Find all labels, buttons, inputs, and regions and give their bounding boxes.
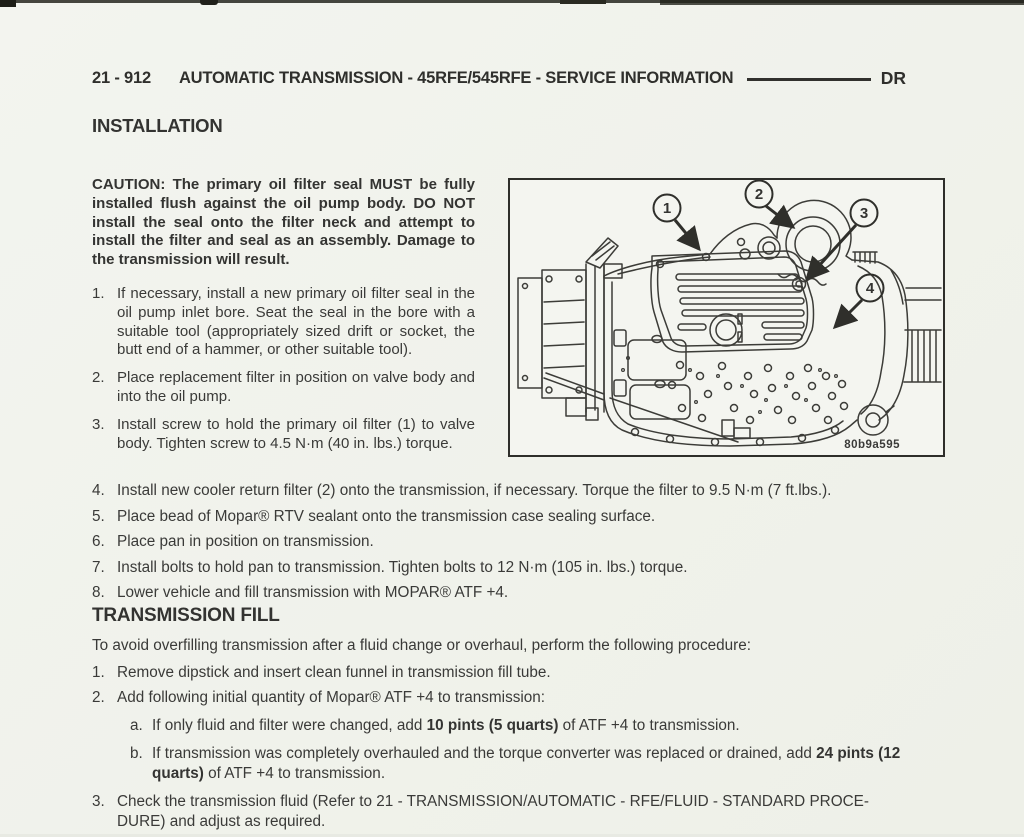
scan-artifact	[200, 0, 218, 5]
list-subitem	[130, 744, 914, 784]
text-segment: of ATF +4 to transmission.	[203, 765, 386, 782]
scan-artifact	[660, 0, 1024, 5]
list-number: 4.	[92, 482, 105, 499]
list-text: Place pan in position on transmission.	[117, 533, 374, 550]
bold-quantity: 24 pints (12 quarts)	[152, 745, 901, 782]
header-title: AUTOMATIC TRANSMISSION - 45RFE/545RFE - SERVICE INFORMATION	[178, 69, 734, 87]
list-text: Lower vehicle and fill transmission with MOPAR® ATF +4.	[117, 584, 509, 601]
figure-code: 80b9a595	[844, 439, 900, 451]
transmission-figure	[508, 178, 945, 457]
list-number: 8.	[92, 584, 105, 601]
list-text	[152, 717, 740, 734]
text-segment: If only fluid and filter were changed, add	[152, 717, 427, 734]
list-item	[92, 285, 475, 360]
page-number: 21 - 912	[92, 69, 151, 87]
text-segment: of ATF +4 to transmission.	[558, 717, 740, 734]
list-item	[92, 416, 475, 454]
fill-intro-paragraph: To avoid overfilling transmission after a fluid change or overhaul, perform the following procedure:	[92, 637, 751, 654]
transmission-fill-heading: TRANSMISSION FILL	[92, 605, 280, 626]
installation-left-column	[92, 176, 475, 462]
installation-heading: INSTALLATION	[92, 115, 223, 136]
list-text	[152, 745, 900, 782]
list-text: Place bead of Mopar® RTV sealant onto the transmission case sealing surface.	[117, 507, 656, 525]
list-number: 1.	[92, 284, 105, 302]
list-text: Remove dipstick and insert clean funnel in transmission fill tube.	[117, 664, 551, 681]
list-number: 5.	[92, 507, 105, 525]
list-text: Check the transmission fluid (Refer to 21 - TRANSMISSION/AUTOMATIC - RFE/FLUID - STANDARD PROCE-DURE) and adjust as required.	[117, 793, 869, 830]
text-segment: If transmission was completely overhauled and the torque converter was replaced or drained, add	[152, 745, 817, 762]
list-number: 7.	[92, 558, 105, 576]
figure-callout-1: 1	[662, 200, 672, 217]
page-header	[92, 68, 906, 89]
list-letter: a.	[130, 717, 143, 734]
bold-quantity: 10 pints (5 quarts)	[426, 717, 559, 734]
list-number: 2.	[92, 369, 105, 387]
header-region-code: DR	[880, 68, 906, 88]
list-text: Install new cooler return filter (2) onto the transmission, if necessary. Torque the filter to 9.5 N·m (7 ft.lbs.).	[117, 482, 832, 499]
list-item	[92, 481, 914, 500]
list-item	[92, 369, 475, 407]
list-number: 3.	[92, 793, 105, 810]
list-item	[92, 663, 914, 683]
list-item	[92, 507, 914, 526]
list-number: 2.	[92, 689, 105, 706]
list-text: Install bolts to hold pan to transmission. Tighten bolts to 12 N·m (105 in. lbs.) torque.	[117, 558, 688, 576]
list-text: Place replacement filter in position on valve body and into the oil pump.	[117, 369, 475, 405]
list-item	[92, 688, 914, 708]
list-number: 1.	[92, 664, 105, 681]
header-rule	[747, 78, 870, 81]
list-number: 3.	[92, 415, 105, 433]
figure-callout-4: 4	[865, 280, 875, 297]
caution-paragraph: CAUTION: The primary oil filter seal MUST be fully installed flush against the oil pump body. DO NOT install the seal onto the filter neck and attempt to install the filter and seal as an assembly. Damage to the transmission will result.	[92, 176, 475, 269]
list-letter: b.	[130, 745, 143, 762]
list-text: Install screw to hold the primary oil filter (1) to valve body. Tighten screw to 4.5 N·m (40 in. lbs.) torque.	[117, 415, 475, 452]
figure-callout-3: 3	[859, 205, 869, 222]
installation-steps-full-width	[92, 481, 914, 609]
list-item	[92, 583, 914, 602]
list-item	[92, 558, 914, 577]
scan-artifact	[560, 0, 606, 4]
scan-artifact	[0, 0, 16, 7]
list-text: Add following initial quantity of Mopar® ATF +4 to transmission:	[117, 689, 546, 706]
transmission-line-drawing	[510, 180, 943, 455]
list-text: If necessary, install a new primary oil filter seal in the oil pump inlet bore. Seat the seal in the bore with a suitable tool (appropriately sized drift or socket, the butt end of a hammer, or other suitable tool).	[117, 284, 475, 359]
transmission-fill-section	[92, 606, 914, 837]
list-number: 6.	[92, 533, 105, 550]
list-item	[92, 532, 914, 551]
list-subitem	[130, 716, 914, 736]
figure-callout-2: 2	[754, 186, 764, 203]
list-item	[92, 792, 914, 832]
